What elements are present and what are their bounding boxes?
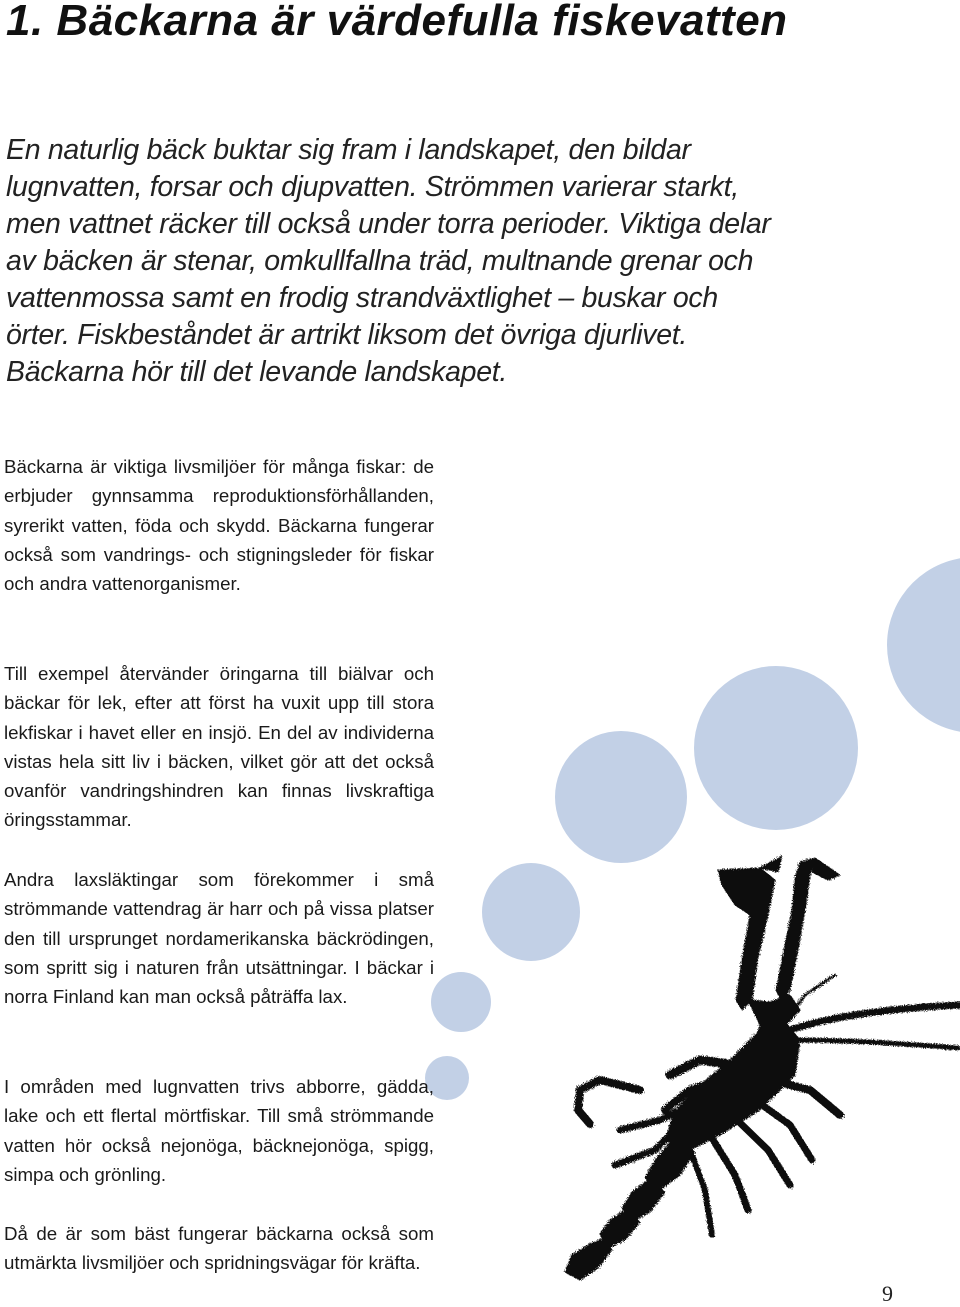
body-paragraph-3: Andra laxsläktingar som förekommer i små strömmande vattendrag är harr och på vissa platser den till ursprunget nordamerikanska bäckrödingen, som spritt sig i naturen från utsättningar. I bäckar i norra Finland kan man också påträffa lax. <box>4 869 434 1008</box>
bubble <box>694 666 858 830</box>
bubble-large <box>887 557 960 733</box>
body-paragraph-2: Till exempel återvänder öringarna till biälvar och bäckar för lek, efter att först ha vuxit upp till stora lekfiskar i havet eller en insjö. En del av individerna vistas hela sitt liv i bäcken, vilket gör att det också ovanför vandringshindren kan finnas livskraftiga öringsstammar. <box>4 663 434 831</box>
body-paragraph-5: Då de är som bäst fungerar bäckarna också som utmärkta livsmiljöer och spridningsvägar för kräfta. <box>4 1223 434 1274</box>
body-paragraph-4: I områden med lugnvatten trivs abborre, gädda, lake och ett flertal mörtfiskar. Till små strömmande vatten hör också nejonöga, bäcknejonöga, spigg, simpa och grönling. <box>4 1076 434 1185</box>
bubble <box>482 863 580 961</box>
bubbles <box>425 557 960 1100</box>
bubble <box>431 972 491 1032</box>
crayfish-icon <box>565 856 960 1280</box>
page-title: 1. Bäckarna är värdefulla fiskevatten <box>6 0 788 45</box>
lead-paragraph: En naturlig bäck buktar sig fram i landskapet, den bildar lugnvatten, forsar och djupvatten. Strömmen varierar starkt, men vattnet räcker till också under torra perioder. Viktiga delar av bäcken är stenar, omkullfallna träd, multnande grenar och vattenmossa samt en frodig strandväxtlighet – buskar och örter. Fiskbeståndet är artrikt liksom det övriga djurlivet. Bäckarna hör till det levande landskapet. <box>6 134 771 388</box>
body-paragraph-1: Bäckarna är viktiga livsmiljöer för många fiskar: de erbjuder gynnsamma reproduktionsförhållanden, syrerikt vatten, föda och skydd. Bäckarna fungerar också som vandrings- och stigningsleder för fiskar och andra vattenorganismer. <box>4 456 434 595</box>
page-number: 9 <box>882 1281 893 1306</box>
bubble <box>555 731 687 863</box>
